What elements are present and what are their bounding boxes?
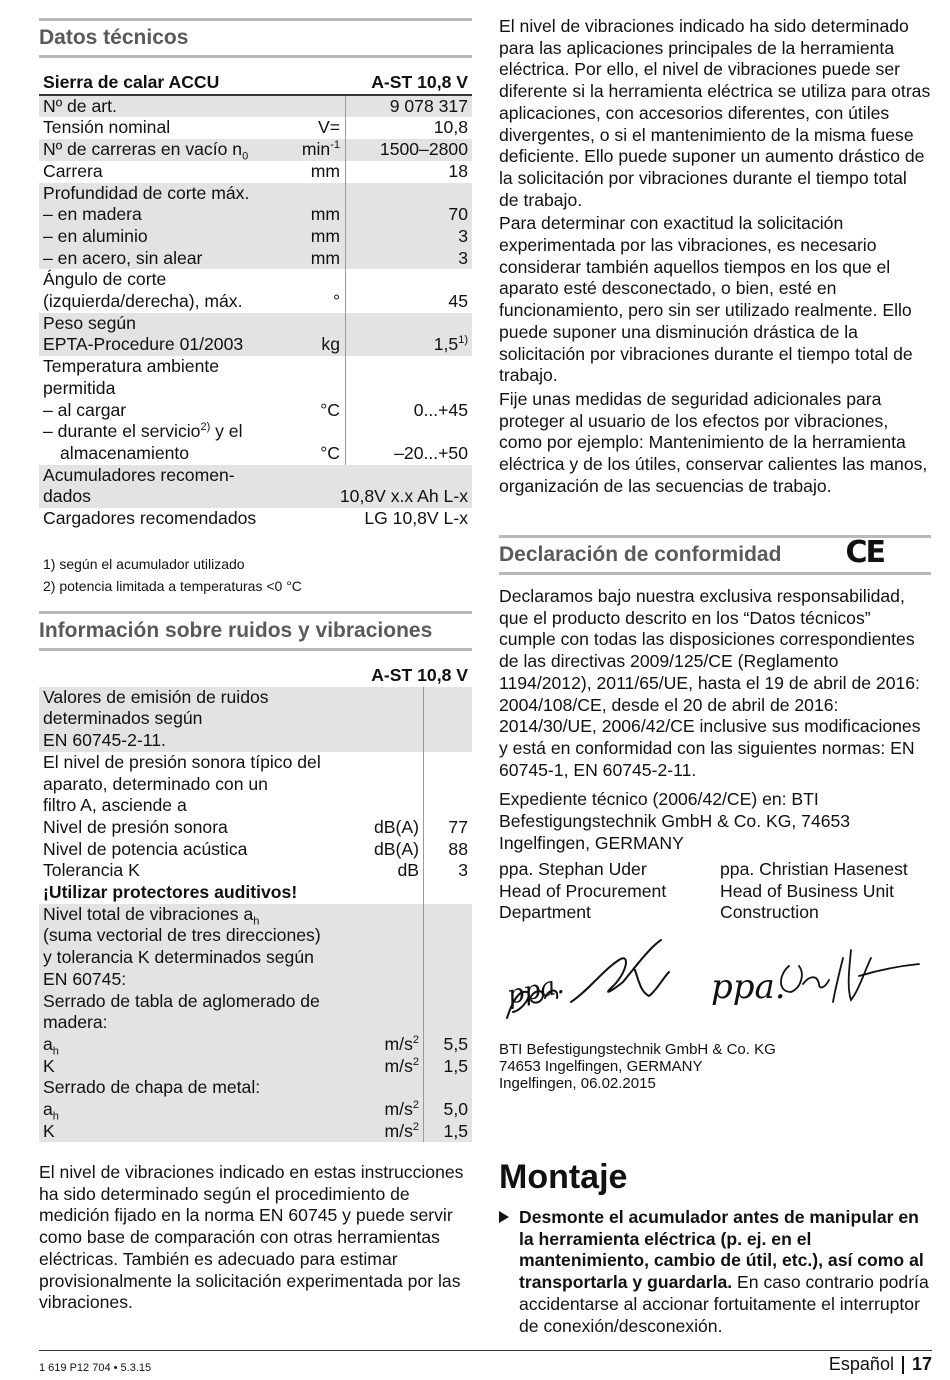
- triangle-bullet-icon: [499, 1211, 509, 1223]
- table-row: Nº de carreras en vacío $n_0$ $\min^{-1}$ 1500–2800: [39, 139, 472, 161]
- svg-text:ppa.: ppa.: [711, 967, 786, 1007]
- noise-table: [39, 665, 472, 1142]
- table-row: Carrera mm 18: [43, 160, 468, 181]
- footer-divider: [39, 1350, 932, 1351]
- product-name: Sierra de calar ACCU: [43, 72, 220, 92]
- language-label: Español: [828, 1354, 894, 1374]
- technical-file-paragraph: Expediente técnico (2006/42/CE) en: BTI Befestigungstechnik GmbH & Co. KG, 74653 Ingelfingen, GERMANY: [499, 789, 851, 853]
- footer-separator: [902, 1356, 904, 1374]
- table-row: Ángulo de corte (izquierda/derecha), máx. ° 45: [43, 269, 468, 312]
- safety-instruction: Desmonte el acumulador antes de manipular en la herramienta eléctrica (p. ej. en el mantenimiento, cambio de útil, etc.), así como al transportarla y guardarla. En caso contrario podría accidentarse al accionar fortuitamente el interruptor de conexión/desconexión.: [499, 1207, 931, 1337]
- document-number: 1 619 P12 704 • 5.3.15: [39, 1362, 152, 1374]
- table-row: Valores de emisión de ruidos determinados según EN 60745-2-11.: [39, 687, 472, 752]
- table-row: Temperatura ambiente permitida – al cargar – durante el servicio$^{2)}$ y el almacenamiento °C °C 0...+45 –20...+50: [43, 356, 468, 463]
- signatures-image: [499, 930, 931, 1030]
- table-row: Peso según EPTA-Procedure 01/2003 kg 1,5$^{1)}$: [39, 313, 472, 356]
- technical-data-table: [39, 72, 472, 530]
- vibration-paragraph: El nivel de vibraciones indicado en estas instrucciones ha sido determinado según el procedimiento de medición fijado en la norma EN 60745 y puede servir como base de comparación con otras herramientas eléctricas. También es adecuado para estimar provisionalmente la solicitación experimentada por las vibraciones.: [39, 1162, 464, 1313]
- table-header-row: [39, 665, 472, 687]
- section-heading-datos: Datos técnicos: [39, 18, 472, 58]
- montaje-heading: Montaje: [499, 1158, 628, 1196]
- noise-model: A-ST 10,8 V: [371, 665, 468, 685]
- ce-mark-icon: CE: [845, 535, 884, 570]
- product-model: A-ST 10,8 V: [371, 72, 468, 92]
- table-row: Cargadores recomendados LG 10,8V L-x: [43, 508, 468, 529]
- footnote-1: 1) según el acumulador utilizado: [43, 556, 245, 572]
- signatory-1: ppa. Stephan Uder Head of Procurement Department: [499, 859, 667, 923]
- footnote-2: 2) potencia limitada a temperaturas <0 °C: [43, 578, 302, 594]
- signature-2: [711, 950, 919, 1007]
- vibration-paragraph-2: Para determinar con exactitud la solicitación experimentada por las vibraciones, es necesario considerar también aquellos tiempos en los que el aparato esté desconectado, o bien, esté en funcionamiento, pero sin ser utilizado realmente. Ello puede suponer una disminución drástica de la solicitación por vibraciones durante el tiempo total de trabajo.: [499, 213, 913, 386]
- conformity-paragraph: Declaramos bajo nuestra exclusiva responsabilidad, que el producto descrito en los “Datos técnicos” cumple con todas las disposiciones correspondientes de las directivas 2009/125/CE (Reglamento 1194/2012), 2011/65/UE, hasta el 19 de abril de 2016: 2004/108/CE, desde el 20 de abril de 2016: 2014/30/UE, 2006/42/CE inclusive sus modificaciones y está en conformidad con las siguientes normas: EN 60745-1, EN 60745-2-11.: [499, 586, 921, 780]
- table-row: Profundidad de corte máx. – en madera – en aluminio – en acero, sin alear mm mm mm 70 3 3: [39, 183, 472, 270]
- table-row: Nivel total de vibraciones $a_h$ (suma vectorial de tres direcciones) y tolerancia K determinados según EN 60745: Serrado de tabla de aglomerado de madera: $a_h$ K Serrado de chapa de metal: $a_h$ K $m/s^2$ $m/s^2$ $m/s^2$ $m/s^2$ 5,5 1,5 5,0 1,5: [39, 904, 472, 1143]
- signatory-2: ppa. Christian Hasenest Head of Business Unit Construction: [720, 859, 908, 923]
- table-header-row: [39, 72, 472, 95]
- page-number: 17: [911, 1354, 932, 1374]
- section-heading-conformidad: Declaración de conformidad CE: [499, 535, 931, 575]
- vibration-paragraph-3: Fije unas medidas de seguridad adicionales para proteger al usuario de los efectos por vibraciones, como por ejemplo: Mantenimiento de la herramienta eléctrica y de los útiles, conservar calientes las manos, organización de las secuencias de trabajo.: [499, 388, 928, 496]
- table-row: Nº de art. 9 078 317: [39, 95, 472, 118]
- company-address: BTI Befestigungstechnik GmbH & Co. KG 74653 Ingelfingen, GERMANY Ingelfingen, 06.02.2015: [499, 1041, 776, 1092]
- section-heading-ruidos: Información sobre ruidos y vibraciones: [39, 611, 472, 651]
- hearing-protection-warning: ¡Utilizar protectores auditivos!: [43, 882, 298, 903]
- page-footer: [829, 1354, 932, 1376]
- vibration-paragraph-1: El nivel de vibraciones indicado ha sido determinado para las aplicaciones principales de la herramienta eléctrica. Por ello, el nivel de vibraciones puede ser diferente si la herramienta eléctrica se utiliza para otras aplicaciones, con accesorios diferentes, con útiles divergentes, o si el mantenimiento de la misma fuese deficiente. Ello puede suponer un aumento drástico de la solicitación por vibraciones durante el tiempo total de trabajo.: [499, 16, 931, 210]
- table-row: El nivel de presión sonora típico del aparato, determinado con un filtro A, asciende a Nivel de presión sonora Nivel de potencia acústica Tolerancia K ¡Utilizar protectores auditivos! dB(A) dB(A) dB 77 88 3: [39, 752, 472, 904]
- table-row: Tensión nominal V= 10,8: [43, 117, 468, 138]
- svg-text:ppa.: ppa.: [504, 969, 567, 1011]
- table-row: Acumuladores recomen- dados 10,8V x.x Ah L-x: [39, 465, 472, 508]
